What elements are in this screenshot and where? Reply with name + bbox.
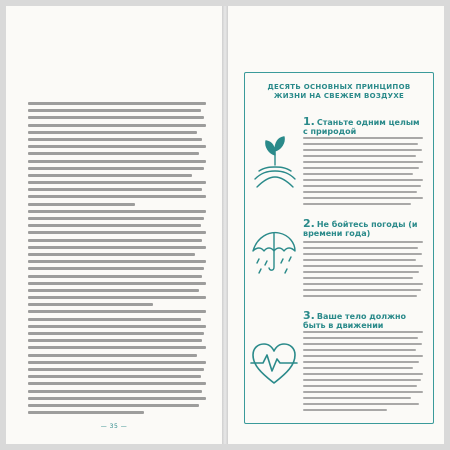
text-line <box>28 332 204 335</box>
text-line <box>303 379 421 381</box>
umbrella-with-rain-icon <box>249 225 299 281</box>
text-line <box>28 404 199 407</box>
text-line <box>303 391 423 393</box>
text-line <box>303 403 419 405</box>
text-line <box>303 277 413 279</box>
text-line <box>303 137 423 139</box>
text-line <box>28 116 204 119</box>
text-line <box>303 259 416 261</box>
text-line <box>28 390 202 393</box>
text-line <box>303 271 419 273</box>
right-page <box>228 6 444 444</box>
text-line <box>28 303 153 306</box>
text-line <box>303 167 419 169</box>
text-line <box>28 239 202 242</box>
principle-1 <box>245 117 433 212</box>
text-line <box>303 331 423 333</box>
text-line <box>28 325 206 328</box>
text-line <box>28 354 197 357</box>
heart-pulse-icon <box>249 341 299 387</box>
text-line <box>303 295 417 297</box>
text-line <box>28 267 204 270</box>
text-line <box>28 145 206 148</box>
text-line <box>28 152 199 155</box>
text-line <box>303 349 416 351</box>
text-line <box>303 179 423 181</box>
text-line <box>28 102 206 105</box>
text-line <box>303 197 423 199</box>
text-line <box>28 174 192 177</box>
text-line <box>303 355 423 357</box>
text-line <box>28 282 206 285</box>
principle-2-body-text <box>303 241 423 301</box>
text-line <box>28 231 206 234</box>
text-line <box>303 203 411 205</box>
text-line <box>303 397 411 399</box>
text-line <box>28 368 204 371</box>
principle-1-body-text <box>303 137 423 209</box>
text-line <box>28 246 206 249</box>
principle-3-heading: 3. Ваше тело должно быть в движении <box>303 309 407 330</box>
text-line <box>28 339 202 342</box>
text-line <box>28 167 204 170</box>
text-line <box>303 173 413 175</box>
box-title <box>253 83 425 101</box>
text-line <box>303 161 423 163</box>
text-line <box>28 203 135 206</box>
text-line <box>303 283 423 285</box>
text-line <box>28 375 201 378</box>
text-line <box>303 241 423 243</box>
text-line <box>303 185 421 187</box>
text-line <box>28 210 206 213</box>
text-line <box>303 385 417 387</box>
text-line <box>28 346 206 349</box>
text-line <box>28 131 197 134</box>
text-line <box>303 155 416 157</box>
principle-1-heading: 1. Станьте одним целым с природой <box>303 115 420 136</box>
principle-3-body-text <box>303 331 423 415</box>
text-line <box>28 296 206 299</box>
box-title-line-2: ЖИЗНИ НА СВЕЖЕМ ВОЗДУХЕ <box>273 92 405 100</box>
text-line <box>28 397 206 400</box>
text-line <box>303 367 413 369</box>
text-line <box>28 361 206 364</box>
text-line <box>303 337 418 339</box>
text-line <box>303 343 422 345</box>
left-page-body-text <box>28 102 206 418</box>
text-line <box>28 382 206 385</box>
text-line <box>28 138 202 141</box>
text-line <box>28 411 144 414</box>
text-line <box>28 195 206 198</box>
text-line <box>303 373 423 375</box>
text-line <box>28 181 206 184</box>
text-line <box>303 289 421 291</box>
text-line <box>28 275 202 278</box>
principle-3 <box>245 311 433 421</box>
text-line <box>303 143 418 145</box>
text-line <box>303 265 423 267</box>
text-line <box>28 289 199 292</box>
text-line <box>28 109 201 112</box>
text-line <box>303 253 422 255</box>
text-line <box>28 318 201 321</box>
text-line <box>303 409 387 411</box>
text-line <box>303 191 417 193</box>
page-number: — 35 — <box>100 423 128 430</box>
box-title-line-1: ДЕСЯТЬ ОСНОВНЫХ ПРИНЦИПОВ <box>267 83 411 91</box>
text-line <box>28 260 206 263</box>
principles-box <box>244 72 434 424</box>
text-line <box>28 124 206 127</box>
left-page <box>6 6 222 444</box>
text-line <box>28 217 204 220</box>
text-line <box>28 160 206 163</box>
hands-with-seedling-icon <box>251 131 299 195</box>
text-line <box>303 361 419 363</box>
text-line <box>28 224 201 227</box>
text-line <box>28 310 206 313</box>
principle-2 <box>245 219 433 309</box>
text-line <box>303 149 422 151</box>
principle-2-heading: 2. Не бойтесь погоды (и времени года) <box>303 217 418 238</box>
text-line <box>28 188 202 191</box>
text-line <box>303 247 418 249</box>
text-line <box>28 253 195 256</box>
